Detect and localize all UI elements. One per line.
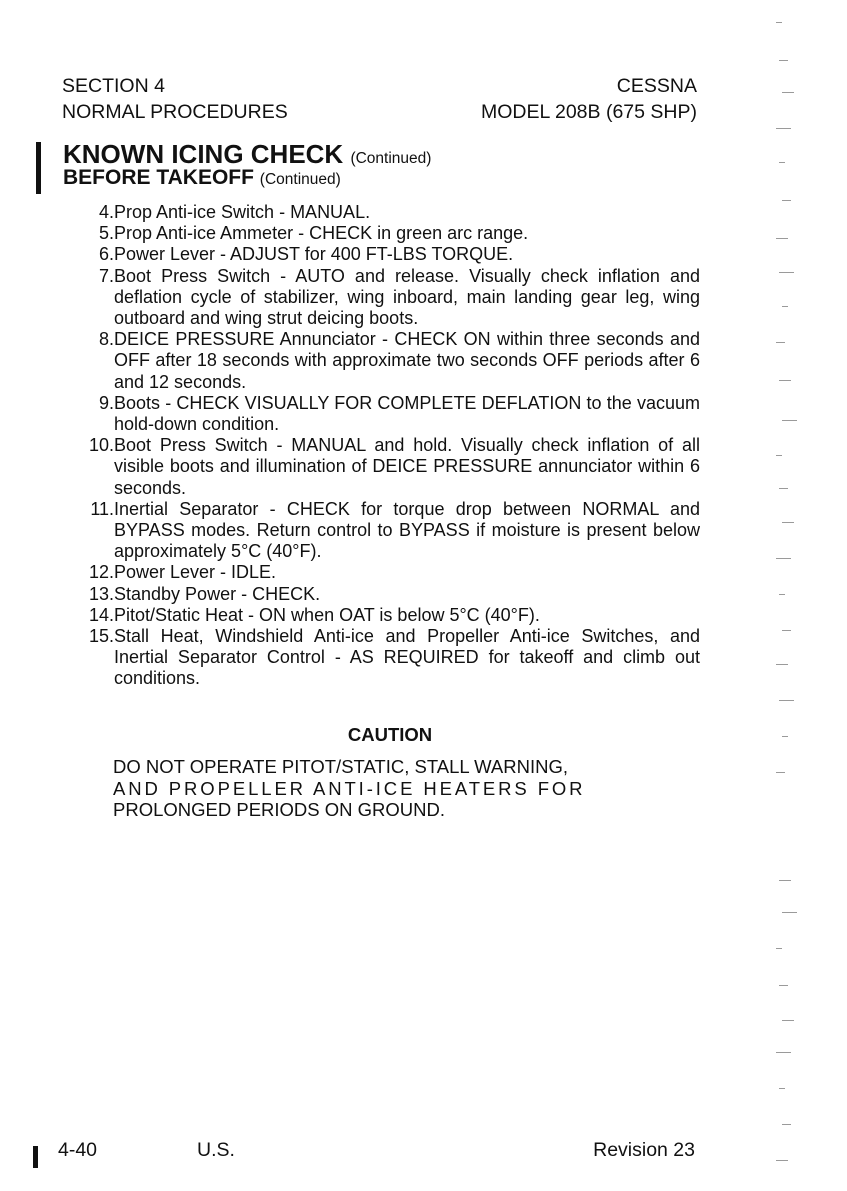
checklist-step (80, 223, 700, 244)
checklist-step (80, 626, 700, 690)
step-text: Boot Press Switch - AUTO and release. Visually check inflation and deflation cycle of stabilizer, wing inboard, main landing gear leg, wing outboard and wing strut deicing boots. (114, 265, 700, 329)
step-number: 6. (98, 244, 114, 265)
scan-mark (782, 522, 794, 523)
checklist-step (80, 584, 700, 605)
checklist-step (80, 605, 700, 626)
checklist-step (80, 499, 700, 563)
step-text: Inertial Separator - CHECK for torque drop between NORMAL and BYPASS modes. Return control to BYPASS if moisture is present below approximately 5°C (40°F). (114, 498, 700, 562)
scan-mark (779, 1088, 785, 1089)
scan-mark (776, 22, 782, 23)
scan-mark (779, 60, 788, 61)
checklist-step (80, 202, 700, 223)
scan-mark (776, 238, 788, 239)
scan-mark (776, 128, 791, 129)
page-subtitle (63, 166, 341, 192)
scan-mark (782, 1020, 794, 1021)
step-number: 4. (98, 202, 114, 222)
title-continued: (Continued) (350, 150, 432, 167)
page-header-left (62, 73, 288, 125)
section-number: SECTION 4 (62, 75, 165, 97)
scan-mark (782, 200, 791, 201)
step-number: 11. (90, 498, 114, 519)
scan-mark (779, 272, 794, 273)
scan-mark (776, 558, 791, 559)
step-text: Power Lever - ADJUST for 400 FT-LBS TORQUE. (114, 244, 514, 265)
scan-mark (776, 948, 782, 949)
step-text: Boots - CHECK VISUALLY FOR COMPLETE DEFLATION to the vacuum hold-down condition. (114, 392, 700, 435)
caution-text (113, 756, 648, 821)
aircraft-make: CESSNA (616, 75, 697, 97)
checklist-step (80, 244, 700, 265)
scan-mark (779, 162, 785, 163)
scan-mark (776, 1052, 791, 1053)
scan-mark (779, 985, 788, 986)
caution-line-2: AND PROPELLER ANTI-ICE HEATERS FOR (113, 777, 586, 799)
step-text: Standby Power - CHECK. (114, 583, 321, 604)
caution-heading: CAUTION (347, 724, 433, 745)
caution-line-3: PROLONGED PERIODS ON GROUND. (113, 799, 446, 820)
region-label: U.S. (197, 1139, 235, 1161)
scan-mark (779, 700, 794, 701)
scan-mark (782, 92, 794, 93)
step-text: DEICE PRESSURE Annunciator - CHECK ON within three seconds and OFF after 18 seconds with approximate two seconds OFF periods after 6 and 12 seconds. (114, 329, 700, 392)
checklist-step (80, 435, 700, 499)
footer-change-bar (33, 1146, 38, 1168)
step-text: Boot Press Switch - MANUAL and hold. Visually check inflation of all visible boots and illumination of DEICE PRESSURE annunciator within 6 seconds. (114, 435, 700, 498)
checklist-step (80, 329, 700, 393)
step-number: 5. (98, 223, 114, 244)
step-text: Stall Heat, Windshield Anti-ice and Propeller Anti-ice Switches, and Inertial Separator Control - AS REQUIRED for takeoff and climb out conditions. (114, 626, 700, 689)
scan-mark (779, 594, 785, 595)
revision-label: Revision 23 (593, 1139, 695, 1161)
scan-mark (776, 1160, 788, 1161)
scan-mark (779, 880, 791, 881)
scan-mark (782, 912, 797, 913)
step-number: 8. (98, 329, 114, 350)
step-number: 14. (88, 604, 114, 625)
step-number: 9. (98, 392, 114, 413)
scan-mark (776, 342, 785, 343)
scan-mark (779, 488, 788, 489)
scan-mark (782, 1124, 791, 1125)
checklist-steps (80, 202, 700, 690)
checklist-step (80, 393, 700, 435)
step-text: Prop Anti-ice Switch - MANUAL. (114, 202, 371, 222)
step-number: 7. (98, 265, 114, 286)
aircraft-model: MODEL 208B (675 SHP) (480, 101, 697, 123)
checklist-step (80, 266, 700, 330)
scan-mark (776, 664, 788, 665)
scan-mark (782, 736, 788, 737)
revision-change-bar (36, 142, 41, 194)
scan-mark (782, 420, 797, 421)
page-number: 4-40 (58, 1139, 98, 1161)
caution-line-1: DO NOT OPERATE PITOT/STATIC, STALL WARNING, (113, 756, 569, 777)
scan-mark (782, 306, 788, 307)
step-number: 13. (88, 583, 114, 604)
scan-mark (776, 772, 785, 773)
subtitle-continued: (Continued) (259, 171, 341, 188)
step-number: 12. (88, 562, 114, 583)
checklist-step (80, 562, 700, 583)
scan-edge-marks (772, 0, 812, 1191)
section-name: NORMAL PROCEDURES (62, 101, 288, 123)
step-text: Pitot/Static Heat - ON when OAT is below 5°C (40°F). (114, 604, 540, 625)
subtitle-text: BEFORE TAKEOFF (63, 166, 254, 189)
scan-mark (779, 380, 791, 381)
page-header-right (481, 73, 697, 125)
step-text: Prop Anti-ice Ammeter - CHECK in green arc range. (114, 223, 529, 244)
title-text: KNOWN ICING CHECK (63, 139, 344, 169)
step-number: 15. (88, 626, 114, 647)
step-text: Power Lever - IDLE. (114, 562, 277, 583)
scan-mark (782, 630, 791, 631)
step-number: 10. (88, 435, 114, 456)
scan-mark (776, 455, 782, 456)
